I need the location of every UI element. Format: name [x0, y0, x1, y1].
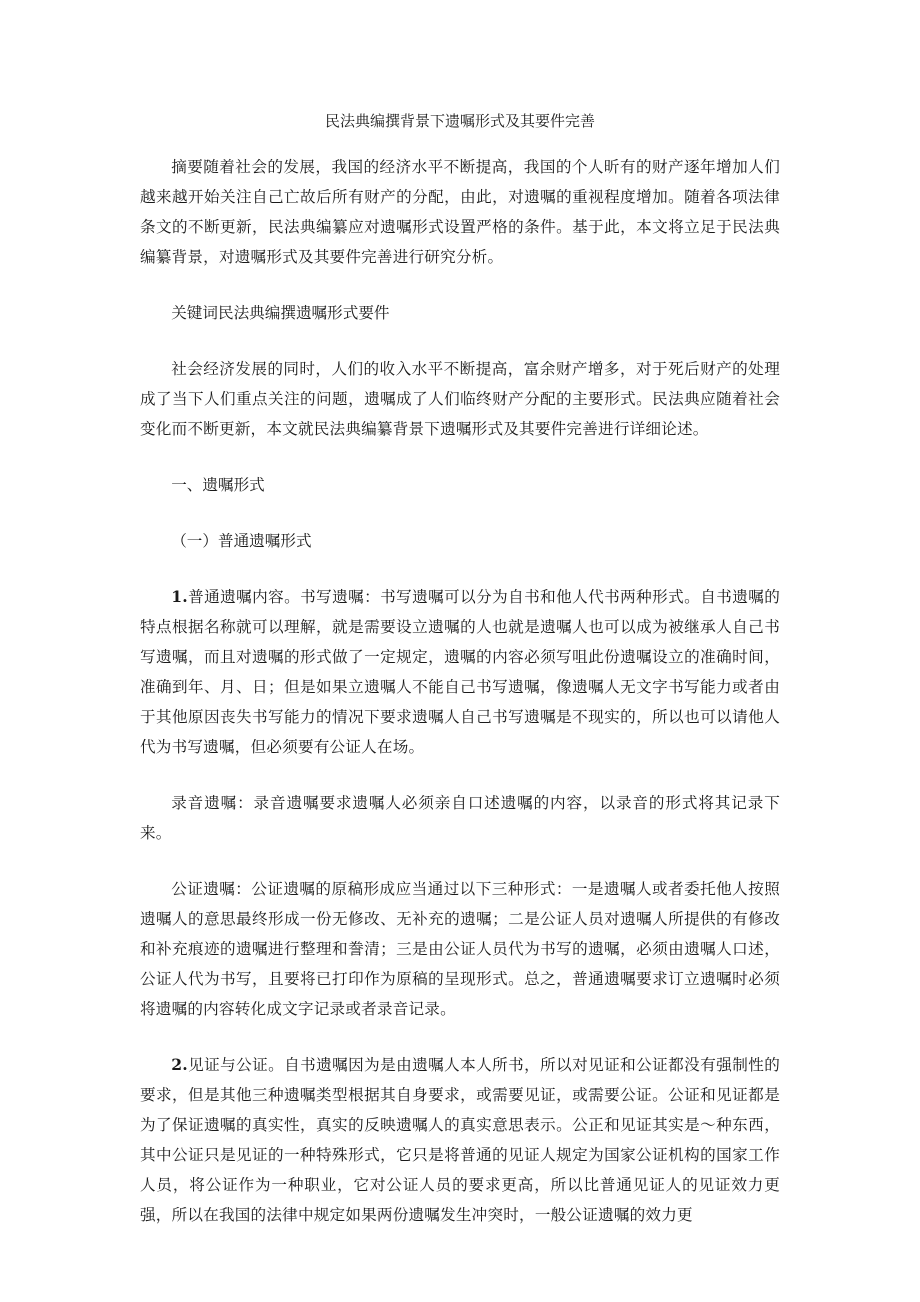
- section-heading-1: 一、遗嘱形式: [171, 476, 265, 494]
- document-title: 民法典编撰背景下遗嘱形式及其要件完善: [324, 112, 595, 130]
- document-page: [140, 110, 780, 1256]
- item-2-paragraph: [140, 1050, 780, 1230]
- item-1-paragraph: [140, 582, 780, 762]
- recording-will-paragraph: 录音遗嘱：录音遗嘱要求遗嘱人必须亲自口述遗嘱的内容，以录音的形式将其记录下来。: [140, 794, 780, 842]
- item-1-number: 1.: [171, 587, 188, 606]
- item-1-text: 普通遗嘱内容。书写遗嘱：书写遗嘱可以分为自书和他人代书两种形式。自书遗嘱的特点根据名称就可以理解，就是需要设立遗嘱的人也就是遗嘱人也可以成为被继承人自己书写遗嘱，而且对遗嘱的形式做了一定规定，遗嘱的内容必须写咀此份遗嘱设立的准确时间，准确到年、月、日；但是如果立遗嘱人不能自己书写遗嘱，像遗嘱人无文字书写能力或者由于其他原因丧失书写能力的情况下要求遗嘱人自己书写遗嘱是不现实的，所以也可以请他人代为书写遗嘱，但必须要有公证人在场。: [140, 588, 780, 756]
- item-2-text: 见证与公证。自书遗嘱因为是由遗嘱人本人所书，所以对见证和公证都没有强制性的要求，但是其他三种遗嘱类型根据其自身要求，或需要见证，或需要公证。公证和见证都是为了保证遗嘱的真实性，真实的反映遗嘱人的真实意思表示。公正和见证其实是～种东西，其中公证只是见证的一种特殊形式，它只是将普通的见证人规定为国家公证机构的国家工作人员，将公证作为一种职业，它对公证人员的要求更高，所以比普通见证人的见证效力更强，所以在我国的法律中规定如果两份遗嘱发生冲突时，一般公证遗嘱的效力更: [140, 1056, 780, 1224]
- keywords-line: 关键词民法典编撰遗嘱形式要件: [171, 304, 390, 322]
- subsection-heading-1: （一）普通遗嘱形式: [171, 532, 312, 550]
- item-2-number: 2.: [171, 1055, 188, 1074]
- abstract-paragraph: 摘要随着社会的发展，我国的经济水平不断提高，我国的个人昕有的财产逐年增加人们越来越开始关注自己亡故后所有财产的分配，由此，对遗嘱的重视程度增加。随着各项法律条文的不断更新，民法典编纂应对遗嘱形式设置严格的条件。基于此，本文将立足于民法典编纂背景，对遗嘱形式及其要件完善进行研究分析。: [140, 158, 780, 266]
- intro-paragraph: 社会经济发展的同时，人们的收入水平不断提高，富余财产增多，对于死后财产的处理成了当下人们重点关注的问题，遗嘱成了人们临终财产分配的主要形式。民法典应随着社会变化而不断更新，本文就民法典编纂背景下遗嘱形式及其要件完善进行详细论述。: [140, 360, 780, 438]
- notarized-will-paragraph: 公证遗嘱：公证遗嘱的原稿形成应当通过以下三种形式：一是遗嘱人或者委托他人按照遗嘱人的意思最终形成一份无修改、无补充的遗嘱；二是公证人员对遗嘱人所提供的有修改和补充痕迹的遗嘱进行整理和誊清；三是由公证人员代为书写的遗嘱，必须由遗嘱人口述，公证人代为书写，且要将已打印作为原稿的呈现形式。总之，普通遗嘱要求订立遗嘱时必须将遗嘱的内容转化成文字记录或者录音记录。: [140, 880, 780, 1018]
